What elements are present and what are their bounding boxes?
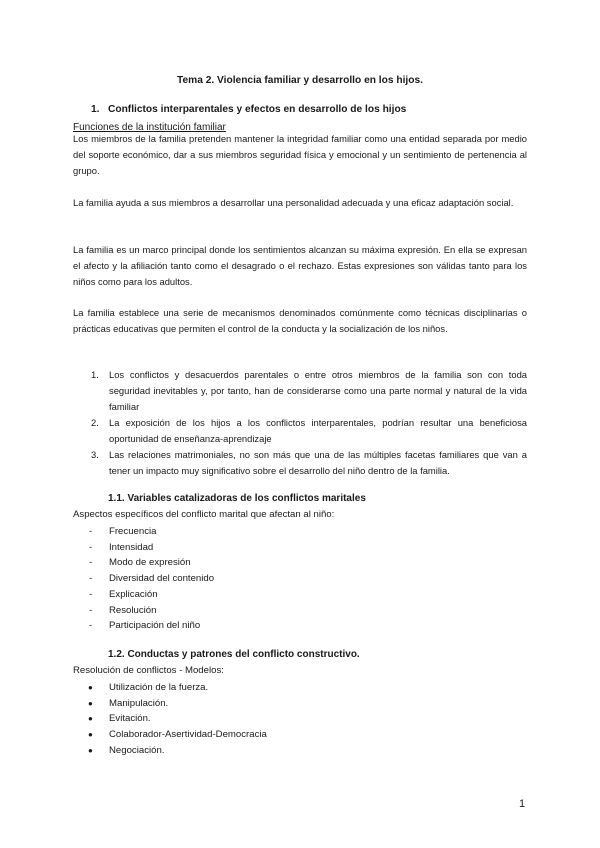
list-item-text: Intensidad: [109, 541, 154, 553]
section-heading-text: Conflictos interparentales y efectos en desarrollo de los hijos: [108, 104, 407, 115]
list-item-text: Diversidad del contenido: [109, 573, 215, 585]
paragraph-2: La familia ayuda a sus miembros a desarrollar una personalidad adecuada y una eficaz adaptación social.: [73, 197, 514, 208]
list-item-text: Resolución: [109, 604, 157, 616]
list-item: [73, 603, 214, 619]
list-item-text: Manipulación.: [109, 697, 169, 709]
subsection-intro-1-2: Resolución de conflictos - Modelos:: [73, 665, 224, 676]
list-item: [73, 447, 527, 479]
list-item: [73, 587, 214, 603]
list-number: 1.: [91, 369, 99, 380]
list-item: [73, 415, 527, 447]
list-item-text: Negociación.: [109, 744, 165, 756]
list-item-text: La exposición de los hijos a los conflictos interparentales, podrían resultar una beneficiosa oportunidad de enseñanza-aprendizaje: [109, 417, 527, 444]
bullet-icon: ●: [88, 683, 93, 692]
bullet-list: [73, 680, 267, 759]
list-item: [73, 524, 214, 540]
list-item: [73, 727, 267, 743]
dash-marker: -: [89, 541, 93, 553]
list-item: [73, 540, 214, 556]
list-item-text: Modo de expresión: [109, 557, 191, 569]
subsection-intro-1-1: Aspectos específicos del conflicto marital que afectan al niño:: [73, 509, 335, 520]
list-number: 3.: [91, 449, 99, 460]
paragraph-3: La familia es un marco principal donde los sentimientos alcanzan su máxima expresión. En ella se expresan el afecto y la afiliación tanto como el desagrado o el rechazo. Estas expresiones son válidas tanto para los niños como para los adultos.: [73, 244, 527, 287]
list-item: [73, 618, 214, 634]
list-item: [73, 680, 267, 696]
section-number: 1.: [91, 104, 100, 115]
list-number: 2.: [91, 417, 99, 428]
list-item: [73, 555, 214, 571]
list-item-text: Los conflictos y desacuerdos parentales o entre otros miembros de la familia son con toda seguridad inevitables y, por tanto, han de considerarse como una parte normal y natural de la vida familiar: [109, 369, 527, 412]
list-item-text: Colaborador-Asertividad-Democracia: [109, 729, 267, 741]
paragraph-1: Los miembros de la familia pretenden mantener la integridad familiar como una entidad separada por medio del soporte económico, dar a sus miembros seguridad física y emocional y un sentimiento de pertenencia al grupo.: [73, 133, 527, 176]
dash-marker: -: [89, 620, 93, 632]
dash-marker: -: [89, 588, 93, 600]
subsection-heading-1-2: 1.2. Conductas y patrones del conflicto constructivo.: [108, 649, 360, 660]
paragraph-4: La familia establece una serie de mecanismos denominados comúnmente como técnicas disciplinarias o prácticas educativas que permiten el control de la conducta y la socialización de los niños.: [73, 307, 527, 334]
list-item-text: Participación del niño: [109, 620, 201, 632]
dash-marker: -: [89, 526, 93, 537]
dash-marker: -: [89, 604, 93, 616]
list-item: [73, 711, 267, 727]
list-item-text: Evitación.: [109, 713, 151, 725]
subsection-heading-1-1: 1.1. Variables catalizadoras de los conflictos maritales: [108, 493, 366, 504]
dash-list: [73, 524, 214, 634]
list-item-text: Frecuencia: [109, 526, 157, 537]
section-heading: [91, 104, 406, 115]
bullet-icon: ●: [88, 745, 93, 755]
bullet-icon: ●: [88, 698, 93, 708]
list-item-text: Utilización de la fuerza.: [109, 682, 209, 693]
page-number: 1: [519, 798, 526, 810]
subheading: Funciones de la institución familiar: [73, 122, 226, 133]
bullet-icon: ●: [88, 714, 93, 724]
list-item: [73, 367, 527, 415]
list-item: [73, 571, 214, 587]
list-item: [73, 743, 267, 759]
list-item: [73, 696, 267, 712]
list-item-text: Las relaciones matrimoniales, no son más que una de las múltiples facetas familiares que van a tener un impacto muy significativo sobre el desarrollo del niño dentro de la familia.: [109, 449, 527, 476]
numbered-list: [73, 367, 527, 479]
dash-marker: -: [89, 573, 93, 585]
document-title: Tema 2. Violencia familiar y desarrollo en los hijos.: [177, 75, 423, 86]
bullet-icon: ●: [88, 730, 93, 740]
list-item-text: Explicación: [109, 588, 158, 600]
dash-marker: -: [89, 557, 93, 569]
